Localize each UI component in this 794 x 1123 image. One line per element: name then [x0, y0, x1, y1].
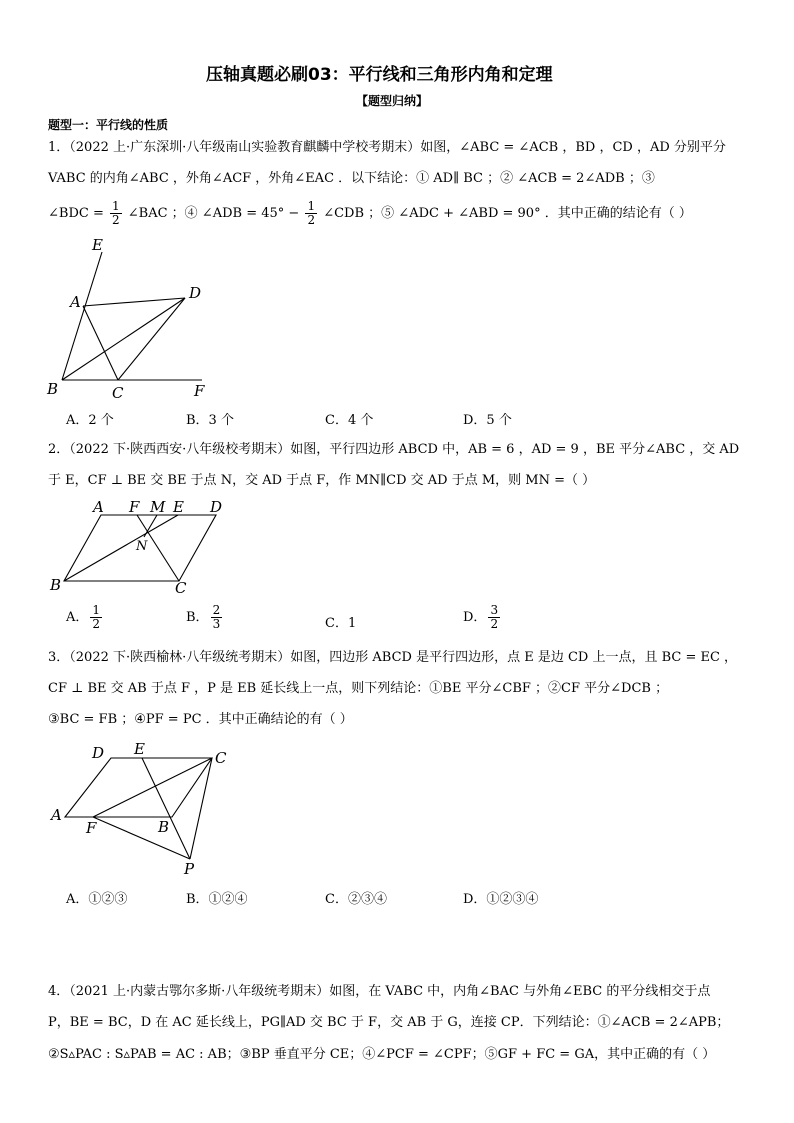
q3-label-B: B: [158, 818, 170, 836]
q2-line2: 于 E，CF ⊥ BE 交 BE 于点 N，交 AD 于点 F，作 MN∥CD 交 AD 于点 M，则 MN =（ ）: [48, 473, 596, 488]
page-title: 压轴真题必刷03：平行线和三角形内角和定理: [206, 65, 553, 85]
q2-label-B: B: [50, 576, 62, 594]
q1-label-F: F: [194, 382, 205, 400]
q3-line2: CF ⊥ BE 交 AB 于点 F ，P 是 EB 延长线上一点，则下列结论：①BE 平分∠CBF ；②CF 平分∠DCB ；: [48, 681, 669, 696]
q2-label-C: C: [175, 579, 187, 595]
q2-option-c[interactable]: C．1: [325, 616, 357, 631]
q3-label-F: F: [86, 819, 97, 837]
q3-option-c[interactable]: C．②③④: [325, 892, 387, 907]
q1-line3-part-b: ∠BAC ；④ ∠ADB = 45° −: [127, 206, 300, 221]
q3-label-A: A: [51, 806, 62, 824]
q2-figure: [40, 495, 240, 595]
q4-line3: ②S▵PAC : S▵PAB = AC : AB；③BP 垂直平分 CE；④∠PCF = ∠CPF；⑤GF + FC = GA，其中正确的有（ ）: [48, 1047, 716, 1062]
q3-figure: [40, 738, 250, 878]
q1-line1: 1．（2022 上·广东深圳·八年级南山实验教育麒麟中学校考期末）如图，∠ABC = ∠ACB ，BD ，CD ，AD 分别平分: [48, 140, 726, 155]
q2-label-D: D: [210, 498, 223, 516]
q1-label-E: E: [92, 236, 103, 254]
q1-option-d[interactable]: D．5 个: [463, 413, 512, 428]
q2-label-N: N: [136, 539, 148, 554]
q2-label-A: A: [93, 498, 104, 516]
q4-line1: 4．（2021 上·内蒙古鄂尔多斯·八年级统考期末）如图，在 VABC 中，内角∠BAC 与外角∠EBC 的平分线相交于点: [48, 984, 711, 999]
q1-line3-part-a: ∠BDC =: [48, 206, 104, 221]
q1-line2: VABC 的内角∠ABC ，外角∠ACF ，外角∠EAC ．以下结论：① AD∥ BC ；② ∠ACB = 2∠ADB ；③: [48, 171, 655, 186]
q2-line1: 2．（2022 下·陕西西安·八年级校考期末）如图，平行四边形 ABCD 中，AB = 6 ，AD = 9 ，BE 平分∠ABC ，交 AD: [48, 442, 740, 457]
q3-label-D: D: [92, 744, 105, 762]
q1-label-D: D: [189, 284, 202, 302]
q3-option-a[interactable]: A．①②③: [66, 892, 128, 907]
q2-option-d[interactable]: D． $\frac{3}{2}$: [463, 603, 499, 631]
q3-option-b[interactable]: B．①②④: [186, 892, 248, 907]
q2-label-M: M: [150, 498, 166, 516]
question-type-heading: 题型一：平行线的性质: [48, 118, 169, 132]
q3-label-C: C: [215, 749, 227, 767]
q1-figure: [40, 232, 240, 407]
q1-label-C: C: [112, 384, 124, 402]
q1-option-b[interactable]: B．3 个: [186, 413, 234, 428]
q2-option-b[interactable]: B． $\frac{2}{3}$: [186, 603, 221, 631]
q2-option-a[interactable]: A． $\frac{1}{2}$: [66, 603, 101, 631]
q3-option-d[interactable]: D．①②③④: [463, 892, 539, 907]
q3-line1: 3．（2022 下·陕西榆林·八年级统考期末）如图，四边形 ABCD 是平行四边形，点 E 是边 CD 上一点，且 BC = EC ，: [48, 650, 738, 665]
q3-label-E: E: [134, 740, 145, 758]
q2-label-F: F: [129, 498, 140, 516]
q1-line3-part-c: ∠CDB ；⑤ ∠ADC + ∠ABD = 90° ．其中正确的结论有（ ）: [323, 206, 692, 221]
q1-option-a[interactable]: A．2 个: [66, 413, 114, 428]
q1-fraction-1: $\frac{1}{2}$: [111, 199, 120, 227]
q1-label-B: B: [47, 380, 59, 398]
q1-fraction-2: $\frac{1}{2}$: [307, 199, 316, 227]
q1-option-c[interactable]: C．4 个: [325, 413, 374, 428]
q1-line3: [48, 200, 692, 227]
section-heading: 【题型归纳】: [356, 94, 429, 108]
q3-label-P: P: [184, 860, 195, 878]
q1-label-A: A: [70, 293, 81, 311]
q3-line3: ③BC = FB ；④PF = PC ．其中正确结论的有（ ）: [48, 712, 353, 727]
q4-line2: P，BE = BC，D 在 AC 延长线上，PG∥AD 交 BC 于 F，交 AB 于 G，连接 CP．下列结论：①∠ACB = 2∠APB；: [48, 1015, 730, 1030]
q2-label-E: E: [173, 498, 184, 516]
